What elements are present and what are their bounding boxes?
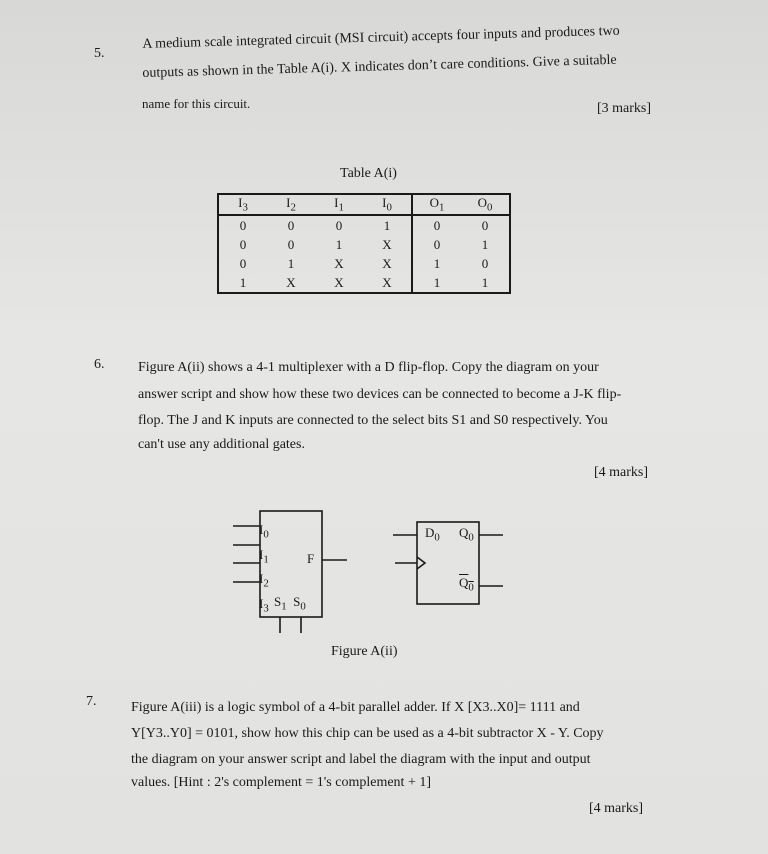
q5-marks: [3 marks] — [597, 101, 652, 116]
table-cell: 0 — [433, 217, 441, 233]
table-cell: 0 — [481, 217, 489, 233]
table-cell: 0 — [287, 236, 295, 252]
mux-input-labels — [259, 520, 269, 618]
table-cell: 0 — [239, 236, 247, 252]
header-i2: $I_2$ — [267, 195, 315, 215]
header-i0: $I_0$ — [363, 195, 412, 215]
mux-label-i0: $I_0$ — [259, 522, 269, 541]
q6-number: 6. — [94, 357, 105, 372]
table-title: Table A(i) — [340, 166, 397, 181]
ff-d-label: $D_0$ — [425, 525, 440, 544]
table-cell: 1 — [287, 255, 295, 271]
q5-number: 5. — [94, 46, 105, 61]
table-cell: 0 — [481, 255, 489, 271]
table-cell: 0 — [239, 217, 247, 233]
table-cell: 1 — [481, 274, 489, 290]
header-i1: $I_1$ — [315, 195, 363, 215]
mux-label-i1: $I_1$ — [259, 546, 269, 566]
ff-q-label: $Q_0$ — [459, 525, 474, 544]
q6-marks: [4 marks] — [594, 465, 649, 480]
truth-table — [217, 193, 511, 294]
table-cell: X — [363, 235, 412, 254]
table-row — [219, 273, 509, 292]
table-cell: X — [334, 274, 344, 290]
q5-line-2: outputs as shown in the Table A(i). X indicates don’t care conditions. Give a suitable — [142, 52, 617, 81]
mux-output-label: F — [307, 551, 315, 566]
table-cell: 0 — [287, 217, 295, 233]
table-row — [219, 235, 509, 254]
q6-line-3: flop. The J and K inputs are connected to the select bits S1 and S0 respectively. You — [138, 413, 608, 428]
figure-a-ii-diagram — [225, 500, 525, 640]
table-cell: 1 — [433, 274, 441, 290]
q6-line-2: answer script and show how these two devices can be connected to become a J-K flip- — [138, 387, 622, 402]
q7-line-1: Figure A(iii) is a logic symbol of a 4-bit parallel adder. If X [X3..X0]= 1111 and — [131, 700, 580, 715]
q5-line-1: A medium scale integrated circuit (MSI circuit) accepts four inputs and produces two — [142, 23, 620, 52]
figure-a-ii-caption: Figure A(ii) — [331, 644, 398, 659]
table-cell: 0 — [239, 255, 247, 271]
q5-line-3: name for this circuit. — [142, 96, 251, 111]
q7-marks: [4 marks] — [589, 801, 644, 816]
mux-select-labels: $S_1$ $S_0$ — [274, 594, 306, 613]
q6-line-4: can't use any additional gates. — [138, 437, 305, 452]
q7-line-3: the diagram on your answer script and label the diagram with the input and output — [131, 752, 591, 767]
q7-line-2: Y[Y3..Y0] = 0101, show how this chip can be used as a 4-bit subtractor X - Y. Copy — [131, 726, 604, 741]
table-cell: X — [363, 273, 412, 292]
table-cell: 1 — [363, 215, 412, 235]
header-o0: $O_0$ — [461, 195, 509, 215]
header-i3: $I_3$ — [219, 195, 267, 215]
table-header-row — [219, 195, 509, 215]
table-row — [219, 254, 509, 273]
mux-label-i2: $I_2$ — [259, 571, 269, 590]
ff-clock-triangle — [417, 557, 425, 569]
table-cell: 0 — [433, 236, 441, 252]
table-cell: 1 — [335, 236, 343, 252]
ff-qbar-label: $Q_0$ — [459, 575, 474, 594]
table-cell: X — [363, 254, 412, 273]
table-cell: 1 — [433, 255, 441, 271]
header-o1: $O_1$ — [412, 195, 461, 215]
table-row — [219, 215, 509, 235]
q7-line-4: values. [Hint : 2's complement = 1's complement + 1] — [131, 775, 432, 790]
q7-number: 7. — [86, 694, 97, 709]
q6-line-1: Figure A(ii) shows a 4-1 multiplexer with a D flip-flop. Copy the diagram on your — [138, 360, 599, 375]
table-cell: X — [286, 274, 296, 290]
table-cell: X — [334, 255, 344, 271]
mux-label-i3: $I_3$ — [259, 595, 269, 615]
table-cell: 1 — [481, 236, 489, 252]
table-cell: 1 — [239, 274, 247, 290]
table-cell: 0 — [335, 217, 343, 233]
